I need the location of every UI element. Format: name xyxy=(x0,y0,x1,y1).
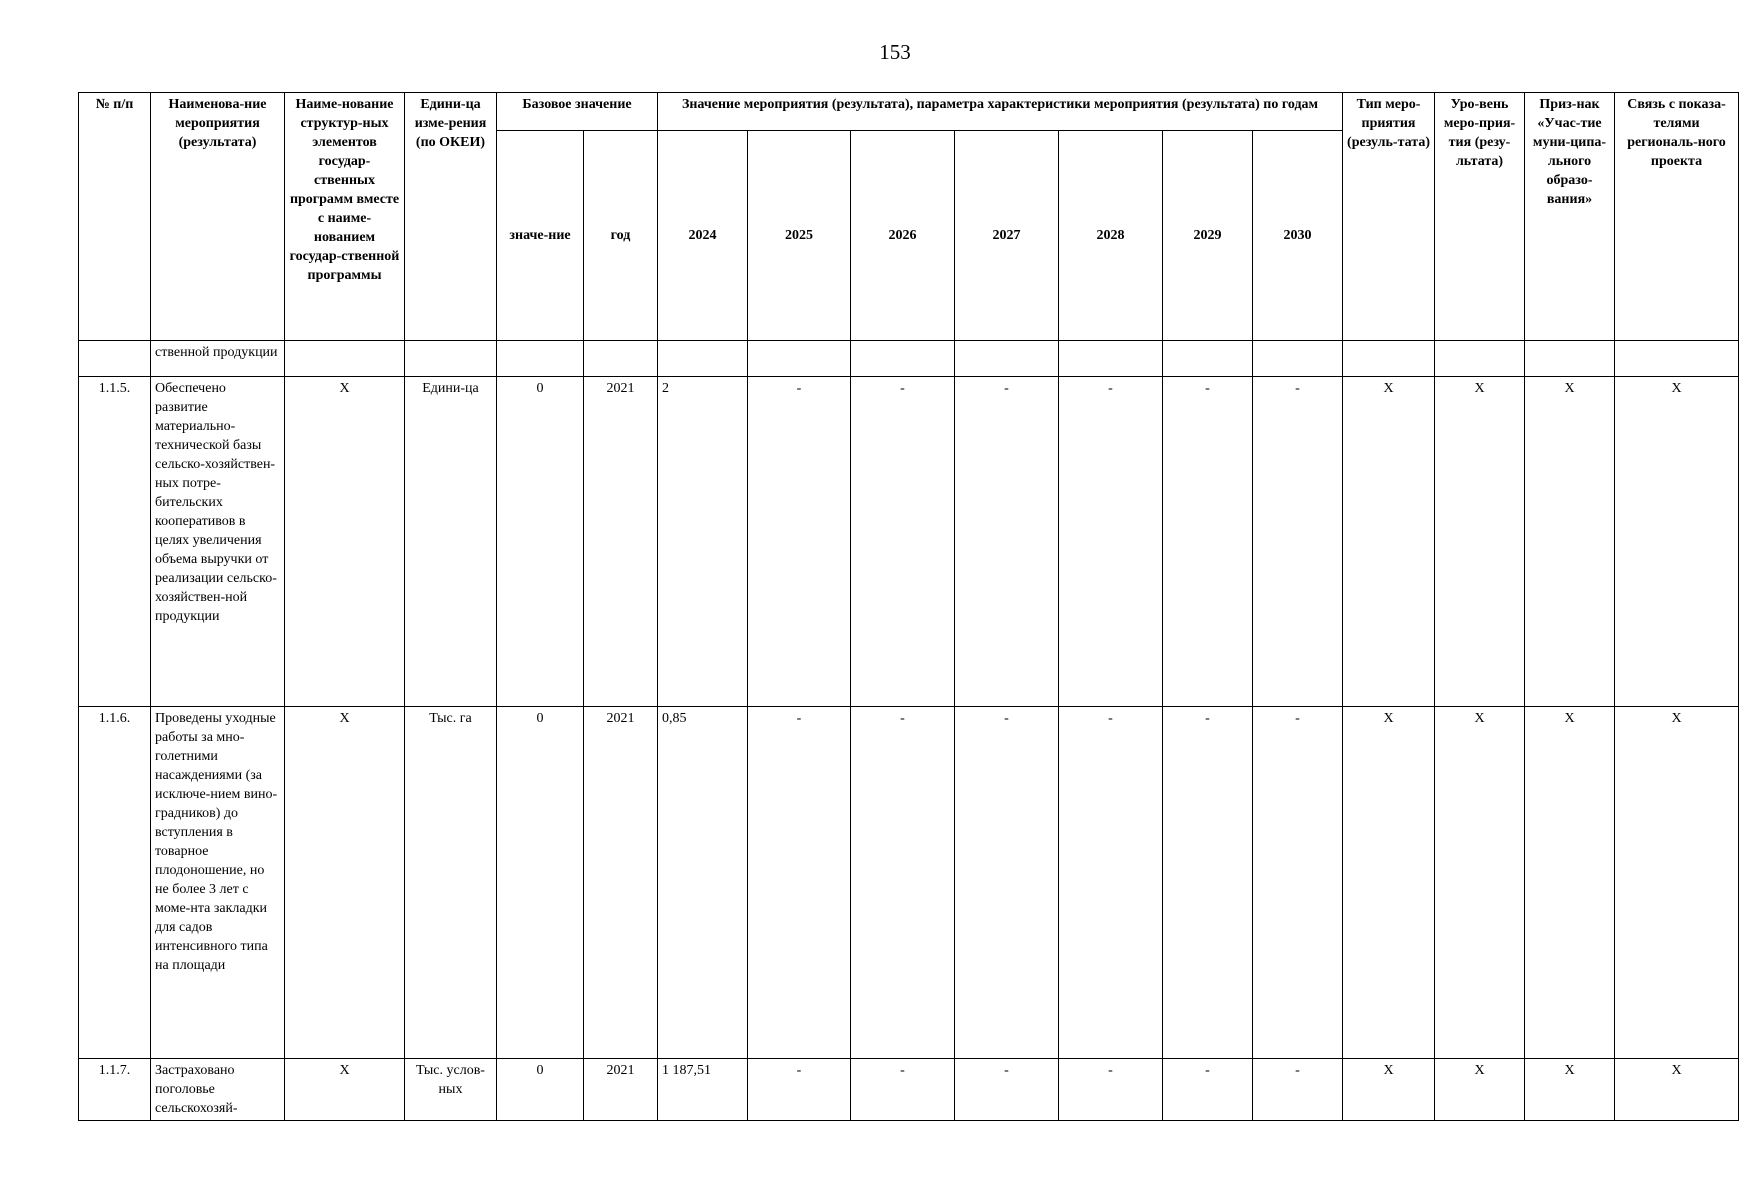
row-value-2025: - xyxy=(748,1059,851,1121)
row-structural: Х xyxy=(285,707,405,1059)
measures-table xyxy=(78,92,1739,1121)
cell-empty xyxy=(497,341,584,377)
col-header-name: Наименова-ние мероприятия (результата) xyxy=(151,93,285,341)
row-municipal: Х xyxy=(1525,377,1615,707)
cell-empty xyxy=(285,341,405,377)
col-header-municipal: Приз-нак «Учас-тие муни-ципа-льного образо-вания» xyxy=(1525,93,1615,341)
row-value-2025: - xyxy=(748,707,851,1059)
col-header-type: Тип меро-приятия (резуль-тата) xyxy=(1343,93,1435,341)
row-base-year: 2021 xyxy=(584,377,658,707)
row-value-2029: - xyxy=(1163,1059,1253,1121)
row-value-2028: - xyxy=(1059,707,1163,1059)
row-unit: Едини-ца xyxy=(405,377,497,707)
row-value-2026: - xyxy=(851,377,955,707)
row-value-2028: - xyxy=(1059,377,1163,707)
row-base-year: 2021 xyxy=(584,707,658,1059)
col-header-num: № п/п xyxy=(79,93,151,341)
row-municipal: Х xyxy=(1525,1059,1615,1121)
row-num: 1.1.7. xyxy=(79,1059,151,1121)
cell-empty xyxy=(851,341,955,377)
row-num: 1.1.5. xyxy=(79,377,151,707)
col-header-base-value: значе-ние xyxy=(497,131,584,341)
row-value-2026: - xyxy=(851,1059,955,1121)
row-type: Х xyxy=(1343,1059,1435,1121)
col-header-unit: Едини-ца изме-рения (по ОКЕИ) xyxy=(405,93,497,341)
page-number: 153 xyxy=(879,40,911,64)
header-row-1 xyxy=(79,93,1739,131)
row-num: 1.1.6. xyxy=(79,707,151,1059)
col-header-regional: Связь с показа-телями региональ-ного проекта xyxy=(1615,93,1739,341)
cell-empty xyxy=(79,341,151,377)
row-value-2024: 1 187,51 xyxy=(658,1059,748,1121)
row-value-2025: - xyxy=(748,377,851,707)
row-value-2028: - xyxy=(1059,1059,1163,1121)
row-structural: Х xyxy=(285,377,405,707)
table-row xyxy=(79,1059,1739,1121)
col-header-year-2027: 2027 xyxy=(955,131,1059,341)
col-header-structural: Наиме-нование структур-ных элементов государ-ственных программ вместе с наиме-нованием государ-ственной программы xyxy=(285,93,405,341)
row-regional: Х xyxy=(1615,707,1739,1059)
cell-empty xyxy=(1163,341,1253,377)
cell-empty xyxy=(1253,341,1343,377)
row-name: Обеспечено развитие материально-технической базы сельско-хозяйствен-ных потре-бительских кооперативов в целях увеличения объема выручки от реализации сельско-хозяйствен-ной продукции xyxy=(151,377,285,707)
table-row xyxy=(79,707,1739,1059)
row-value-2024: 0,85 xyxy=(658,707,748,1059)
row-level: Х xyxy=(1435,377,1525,707)
cell-empty xyxy=(1435,341,1525,377)
row-unit: Тыс. га xyxy=(405,707,497,1059)
row-regional: Х xyxy=(1615,377,1739,707)
row-value-2026: - xyxy=(851,707,955,1059)
row-type: Х xyxy=(1343,377,1435,707)
row-base-value: 0 xyxy=(497,707,584,1059)
row-value-2027: - xyxy=(955,377,1059,707)
cell-empty xyxy=(1343,341,1435,377)
row-municipal: Х xyxy=(1525,707,1615,1059)
row-base-value: 0 xyxy=(497,1059,584,1121)
cell-empty xyxy=(1525,341,1615,377)
row-value-2030: - xyxy=(1253,707,1343,1059)
cell-empty xyxy=(658,341,748,377)
row-value-2027: - xyxy=(955,707,1059,1059)
col-header-level: Уро-вень меро-прия-тия (резу-льтата) xyxy=(1435,93,1525,341)
row-structural: Х xyxy=(285,1059,405,1121)
col-header-year-2029: 2029 xyxy=(1163,131,1253,341)
col-header-year-2026: 2026 xyxy=(851,131,955,341)
row-regional: Х xyxy=(1615,1059,1739,1121)
row-level: Х xyxy=(1435,707,1525,1059)
cell-empty xyxy=(748,341,851,377)
row-name: Застраховано поголовье сельскохозяй- xyxy=(151,1059,285,1121)
cell-empty xyxy=(405,341,497,377)
row-name: Проведены уходные работы за мно-голетними насаждениями (за исключе-нием вино-градников) до вступления в товарное плодоношение, но не более 3 лет с моме-нта закладки для садов интенсивного типа на площади xyxy=(151,707,285,1059)
row-value-2030: - xyxy=(1253,377,1343,707)
continuation-text: ственной продукции xyxy=(151,341,285,377)
row-base-year: 2021 xyxy=(584,1059,658,1121)
cell-empty xyxy=(1059,341,1163,377)
row-unit: Тыс. услов-ных xyxy=(405,1059,497,1121)
row-value-2027: - xyxy=(955,1059,1059,1121)
col-header-base-year: год xyxy=(584,131,658,341)
row-value-2030: - xyxy=(1253,1059,1343,1121)
row-value-2024: 2 xyxy=(658,377,748,707)
row-value-2029: - xyxy=(1163,707,1253,1059)
col-header-year-2028: 2028 xyxy=(1059,131,1163,341)
row-base-value: 0 xyxy=(497,377,584,707)
col-header-base: Базовое значение xyxy=(497,93,658,131)
col-header-year-2024: 2024 xyxy=(658,131,748,341)
col-header-year-2030: 2030 xyxy=(1253,131,1343,341)
cell-empty xyxy=(1615,341,1739,377)
continuation-row xyxy=(79,341,1739,377)
table-row xyxy=(79,377,1739,707)
row-type: Х xyxy=(1343,707,1435,1059)
cell-empty xyxy=(584,341,658,377)
cell-empty xyxy=(955,341,1059,377)
row-value-2029: - xyxy=(1163,377,1253,707)
col-header-values-by-year: Значение мероприятия (результата), параметра характеристики мероприятия (результата) по годам xyxy=(658,93,1343,131)
col-header-year-2025: 2025 xyxy=(748,131,851,341)
row-level: Х xyxy=(1435,1059,1525,1121)
